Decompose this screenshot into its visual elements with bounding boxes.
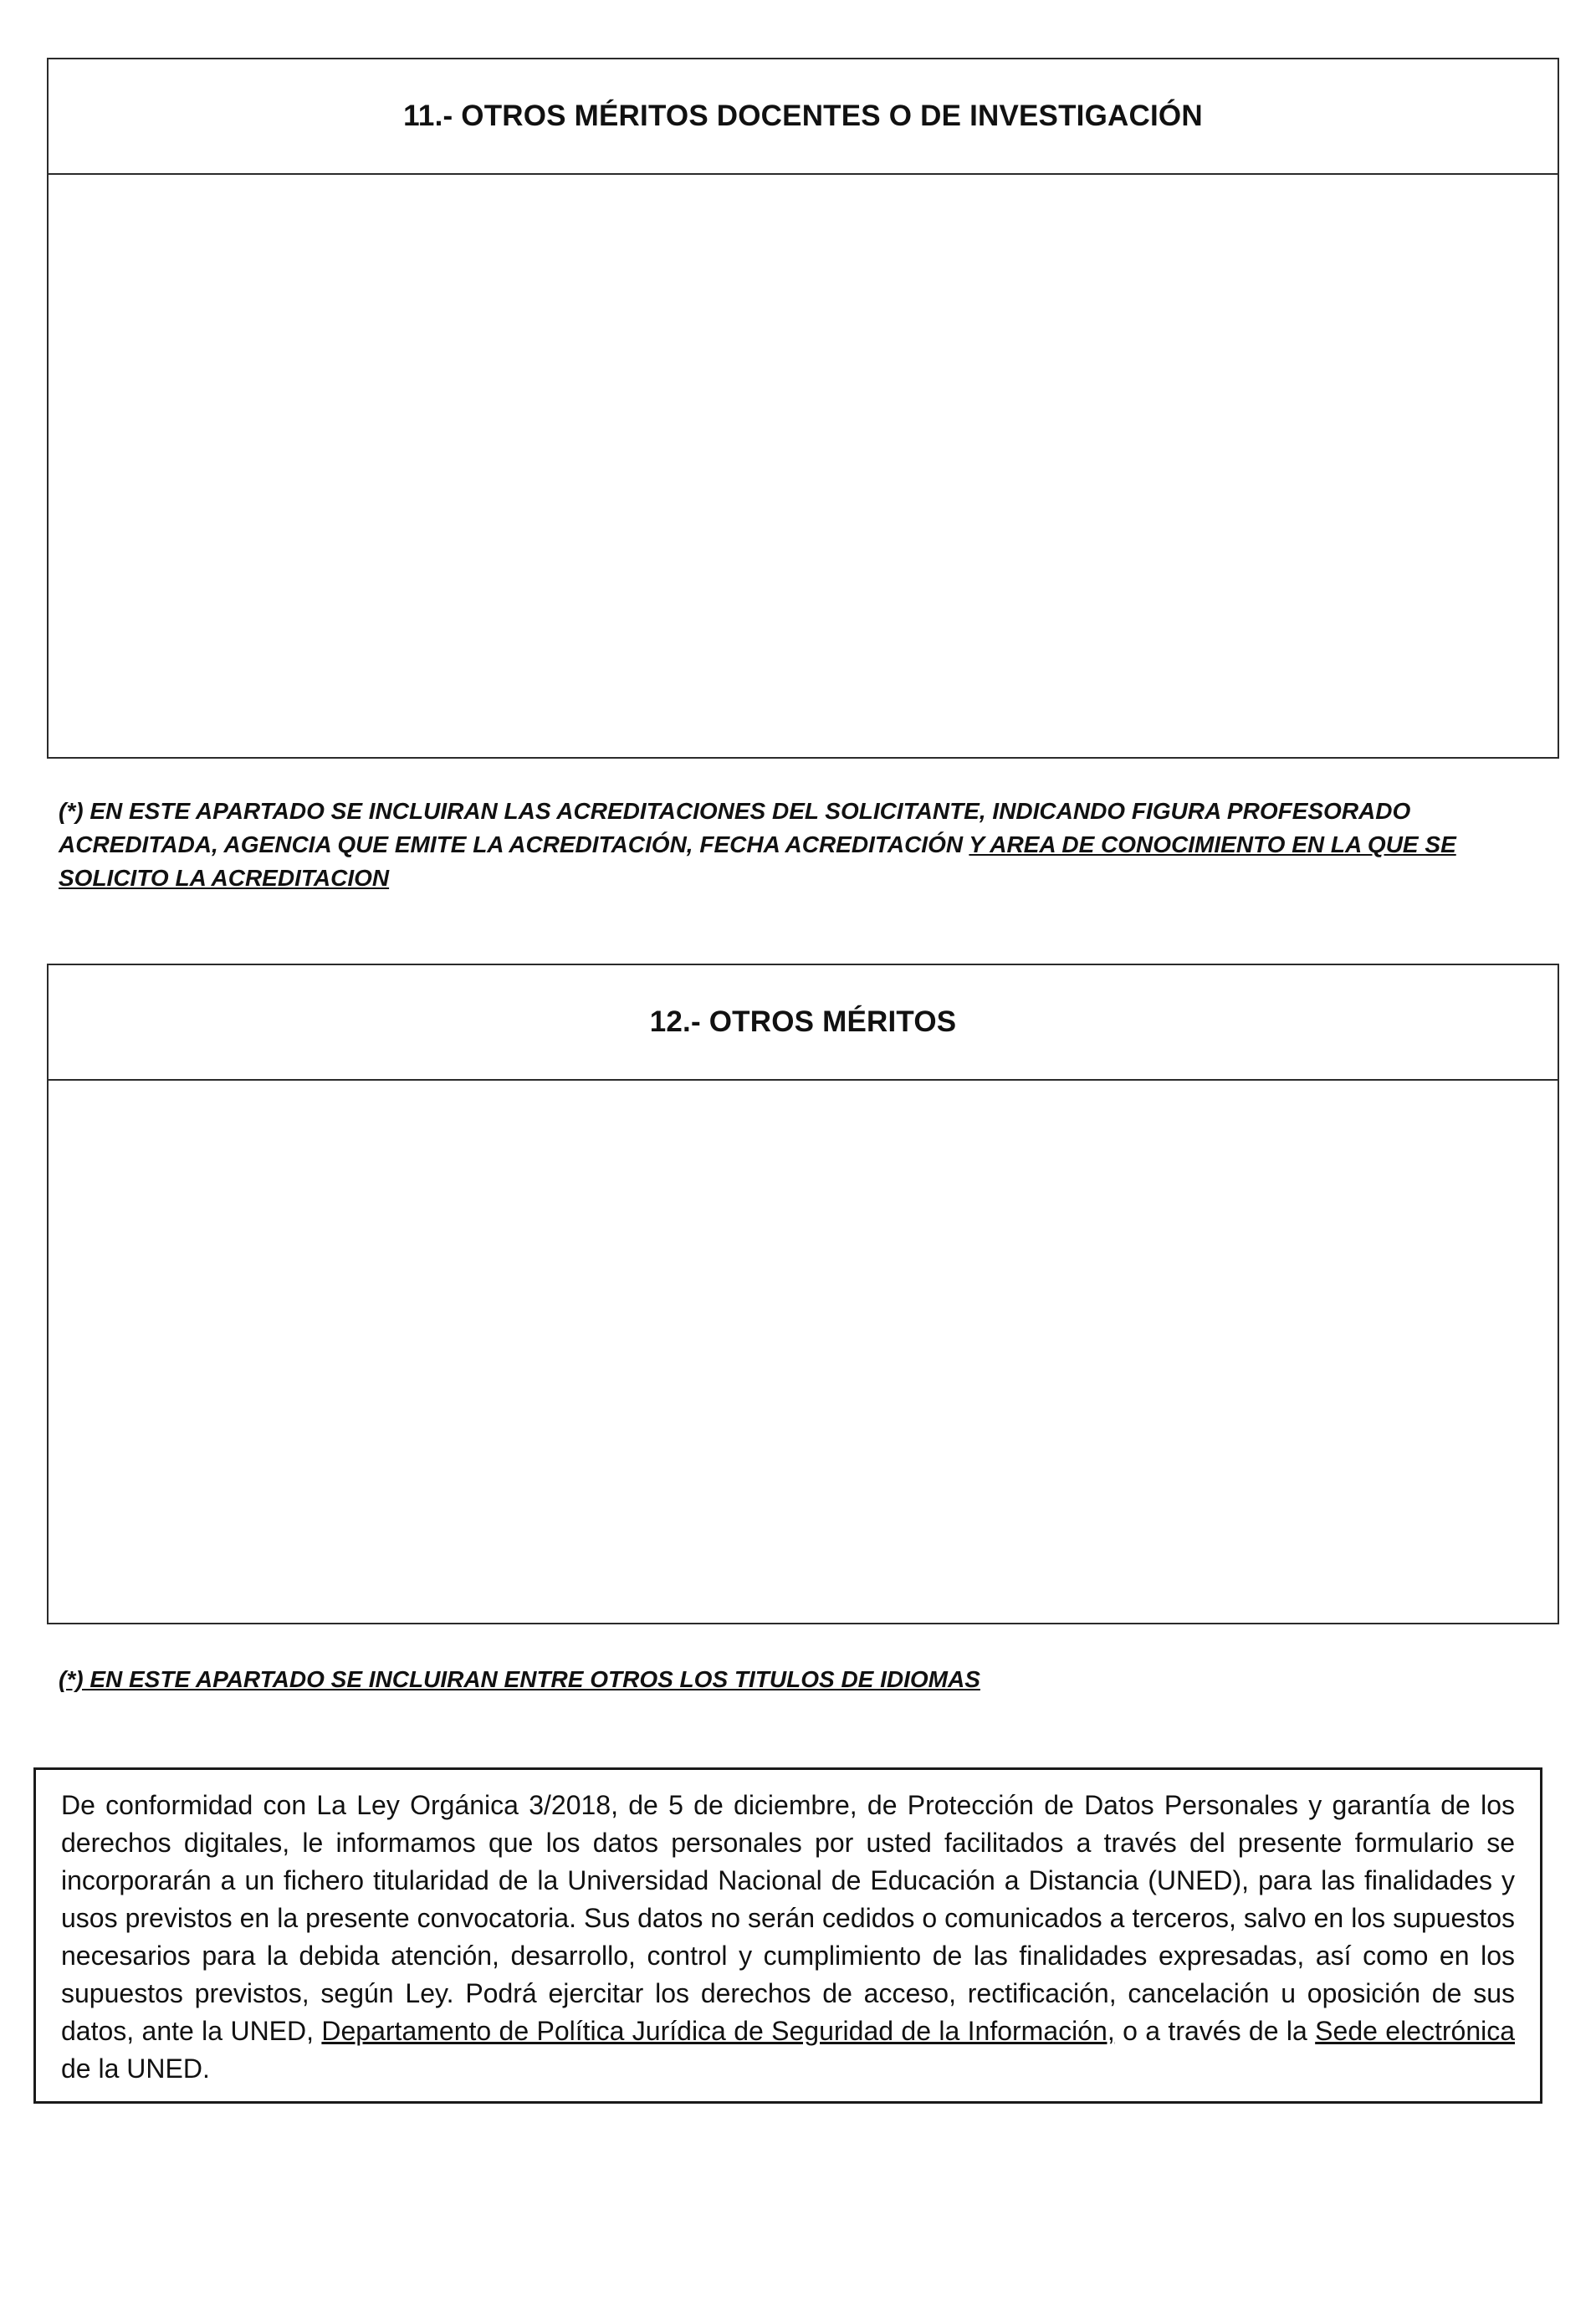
section-12-note-text: (*) EN ESTE APARTADO SE INCLUIRAN ENTRE OTROS LOS TITULOS DE IDIOMAS <box>59 1666 980 1692</box>
privacy-notice-box <box>33 1767 1542 2104</box>
section-12-box <box>47 964 1559 1624</box>
section-12-content-area[interactable] <box>49 1081 1558 1623</box>
section-11-note-underlined: Y AREA DE CONOCIMIENTO EN LA QUE SE SOLICITO LA ACREDITACION <box>59 831 1456 891</box>
section-11-content-area[interactable] <box>49 175 1558 757</box>
privacy-text-part3: de la UNED. <box>61 2053 210 2084</box>
privacy-text-part1: De conformidad con La Ley Orgánica 3/2018, de 5 de diciembre, de Protección de Datos Personales y garantía de los derechos digitales, le informamos que los datos personales por usted facilitados a través del presente formulario se incorporarán a un fichero titularidad de la Universidad Nacional de Educación a Distancia (UNED), para las finalidades y usos previstos en la presente convocatoria. Sus datos no serán cedidos o comunicados a terceros, salvo en los supuestos necesarios para la debida atención, desarrollo, control y cumplimiento de las finalidades expresadas, así como en los supuestos previstos, según Ley. Podrá ejercitar los derechos de acceso, rectificación, cancelación u oposición de sus datos, ante la UNED, <box>61 1790 1515 2046</box>
privacy-notice-text <box>61 1787 1515 2088</box>
section-12-title: 12.- OTROS MÉRITOS <box>49 965 1558 1081</box>
privacy-department-link[interactable]: Departamento de Política Jurídica de Seguridad de la Información, <box>321 2016 1115 2046</box>
section-12-note <box>59 1663 1547 1696</box>
section-11-box <box>47 58 1559 759</box>
privacy-text-part2: o a través de la <box>1114 2016 1316 2046</box>
privacy-sede-electronica-link[interactable]: Sede electrónica <box>1315 2016 1516 2046</box>
section-11-note <box>59 795 1547 895</box>
section-11-note-text: (*) EN ESTE APARTADO SE INCLUIRAN LAS ACREDITACIONES DEL SOLICITANTE, INDICANDO FIGURA PROFESORADO ACREDITADA, AGENCIA QUE EMITE LA ACREDITACIÓN, FECHA ACREDITACIÓN <box>59 798 1411 857</box>
section-11-title: 11.- OTROS MÉRITOS DOCENTES O DE INVESTIGACIÓN <box>49 59 1558 175</box>
